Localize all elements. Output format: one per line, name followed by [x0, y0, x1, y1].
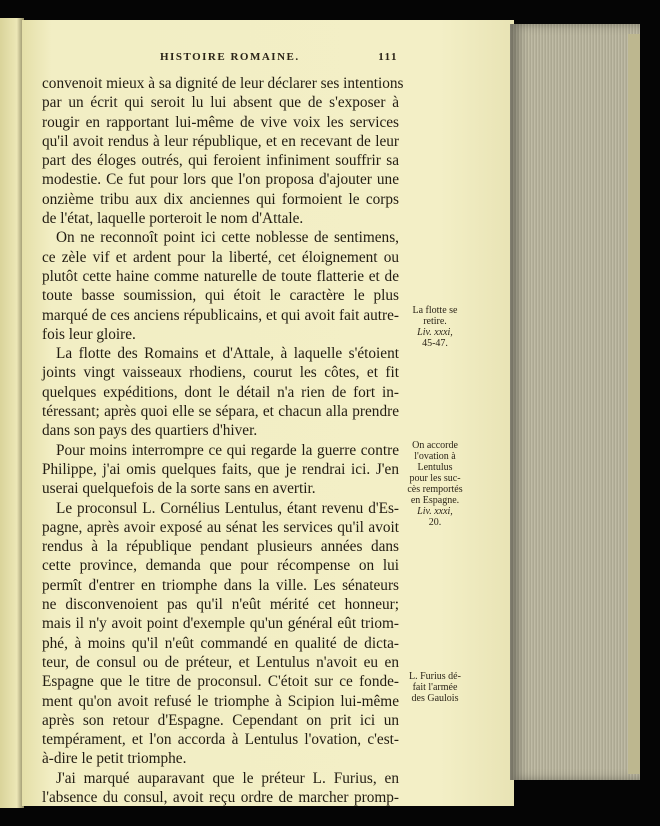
text-line: Pour moins interrompre ce qui regarde la guerre contre — [56, 441, 399, 459]
margin-note-line: retire. — [423, 316, 447, 327]
text-line: plutôt cette haine comme naturelle de toute flatterie et de — [42, 267, 399, 285]
margin-note-line: L. Furius dé- — [409, 671, 461, 682]
margin-note-line: l'ovation à — [414, 451, 456, 462]
margin-note-line: des Gaulois — [411, 693, 459, 704]
text-line: toute basse soumission, qui étoit le caractère le plus — [42, 287, 399, 305]
margin-note-line: fait l'armée — [412, 682, 458, 693]
text-line: qu'il avoit rendus à leur république, et en recevant de leur — [42, 132, 399, 150]
page-number: 111 — [378, 51, 398, 63]
text-line: quelques expéditions, dont le détail n'a rien de fort in- — [42, 383, 399, 401]
margin-note-reference: 20. — [428, 517, 442, 528]
body-text — [42, 74, 404, 807]
margin-note-reference: Liv. xxxi, — [417, 327, 453, 338]
text-line: Espagne que le titre de proconsul. C'étoit sur ce fonde- — [42, 673, 399, 691]
text-line: permît d'entrer en triomphe dans la ville. Les sénateurs — [42, 576, 399, 594]
margin-note-line: en Espagne. — [410, 495, 460, 506]
margin-note-reference: 45-47. — [422, 338, 448, 349]
text-line: On ne reconnoît point ici cette noblesse de sentimens, — [56, 229, 399, 247]
book-cover-edge — [628, 34, 640, 774]
previous-page-edge — [0, 18, 24, 808]
text-line: cette province, demanda que pour récompense on lui — [42, 557, 399, 575]
margin-note-line: pour les suc- — [409, 473, 461, 484]
text-line: J'ai marqué auparavant que le préteur L. Furius, en — [56, 769, 399, 787]
margin-note-flotte — [404, 305, 466, 349]
margin-note-lentulus — [404, 440, 466, 528]
margin-note-line: cès remportés — [407, 484, 463, 495]
paragraph — [42, 769, 399, 808]
margin-note-line: Lentulus — [417, 462, 453, 473]
page-stack-edges — [510, 24, 640, 780]
text-line: Philippe, j'ai omis quelques faits, que je rendrai ici. J'en — [42, 460, 399, 478]
text-line: ne disconvenoient pas qu'il n'eût mérité cet honneur; — [42, 596, 399, 614]
text-line: dans son pays des quartiers d'hiver. — [42, 422, 258, 440]
text-line: La flotte des Romains et d'Attale, à laquelle s'étoient — [56, 345, 399, 363]
paragraph — [42, 499, 399, 769]
text-line: joints vingt vaisseaux rhodiens, courut les côtes, et fit — [42, 364, 399, 382]
paragraph — [42, 441, 399, 499]
text-line: convenoit mieux à sa dignité de leur déclarer ses intentions — [42, 75, 404, 92]
text-line: mais il n'y avoit point d'exemple qu'un général eût triom- — [42, 615, 399, 633]
text-line: de l'état, laquelle porteroit le nom d'Attale. — [42, 210, 304, 228]
text-line: fois leur gloire. — [42, 325, 136, 343]
text-line: modestie. Ce fut pour lors que l'on proposa d'ajouter une — [42, 171, 399, 189]
text-line: marqué de ces anciens républicains, et qui avoit fait autre- — [42, 306, 399, 324]
text-line: Le proconsul L. Cornélius Lentulus, étant revenu d'Es- — [56, 499, 399, 517]
text-line: tempérament, et l'on accorda à Lentulus l'ovation, c'est- — [42, 731, 399, 749]
text-line: teur, de consul ou de préteur, et Lentulus n'avoit eu en — [42, 653, 399, 671]
text-line: userai quelquefois de la sorte sans en avertir. — [42, 480, 316, 498]
text-line: onzième tribu aux dix anciennes qui formoient le corps — [42, 190, 399, 208]
margin-note-line: La flotte se — [412, 305, 458, 316]
paragraph — [42, 344, 399, 440]
paragraph — [42, 74, 404, 228]
text-line: à-dire le petit triomphe. — [42, 750, 187, 768]
text-line: rougir en rapportant lui-même de vive voix les services — [42, 113, 399, 131]
text-line: rendus à la république pendant plusieurs années dans — [42, 538, 399, 556]
text-line: l'absence du consul, avoit reçu ordre de marcher promp- — [42, 788, 399, 806]
text-line: téressant; après quoi elle se sépara, et chacun alla prendre — [42, 403, 399, 421]
margin-note-reference: Liv. xxxi, — [417, 506, 453, 517]
text-line: ment qu'on avoit refusé le triomphe à Scipion lui-même — [42, 692, 399, 710]
text-line: phé, à moins qu'il n'eût commandé en qualité de dicta- — [42, 634, 399, 652]
running-title: HISTOIRE ROMAINE. — [160, 51, 300, 63]
text-line: par un écrit qui seroit lu lui absent que de s'exposer à — [42, 94, 399, 112]
text-line: pagne, après avoir exposé au sénat les services qu'il avoit — [42, 518, 399, 536]
text-line: après son retour d'Espagne. Cependant on prit ici un — [42, 711, 399, 729]
margin-note-line: On accorde — [412, 440, 458, 451]
margin-note-furius — [404, 671, 466, 704]
text-line: part des éloges outrés, qui feroient infiniment souffrir sa — [42, 152, 399, 170]
paragraph — [42, 228, 399, 344]
text-line: ce zèle vif et ardent pour la liberté, cet éloignement ou — [42, 248, 399, 266]
